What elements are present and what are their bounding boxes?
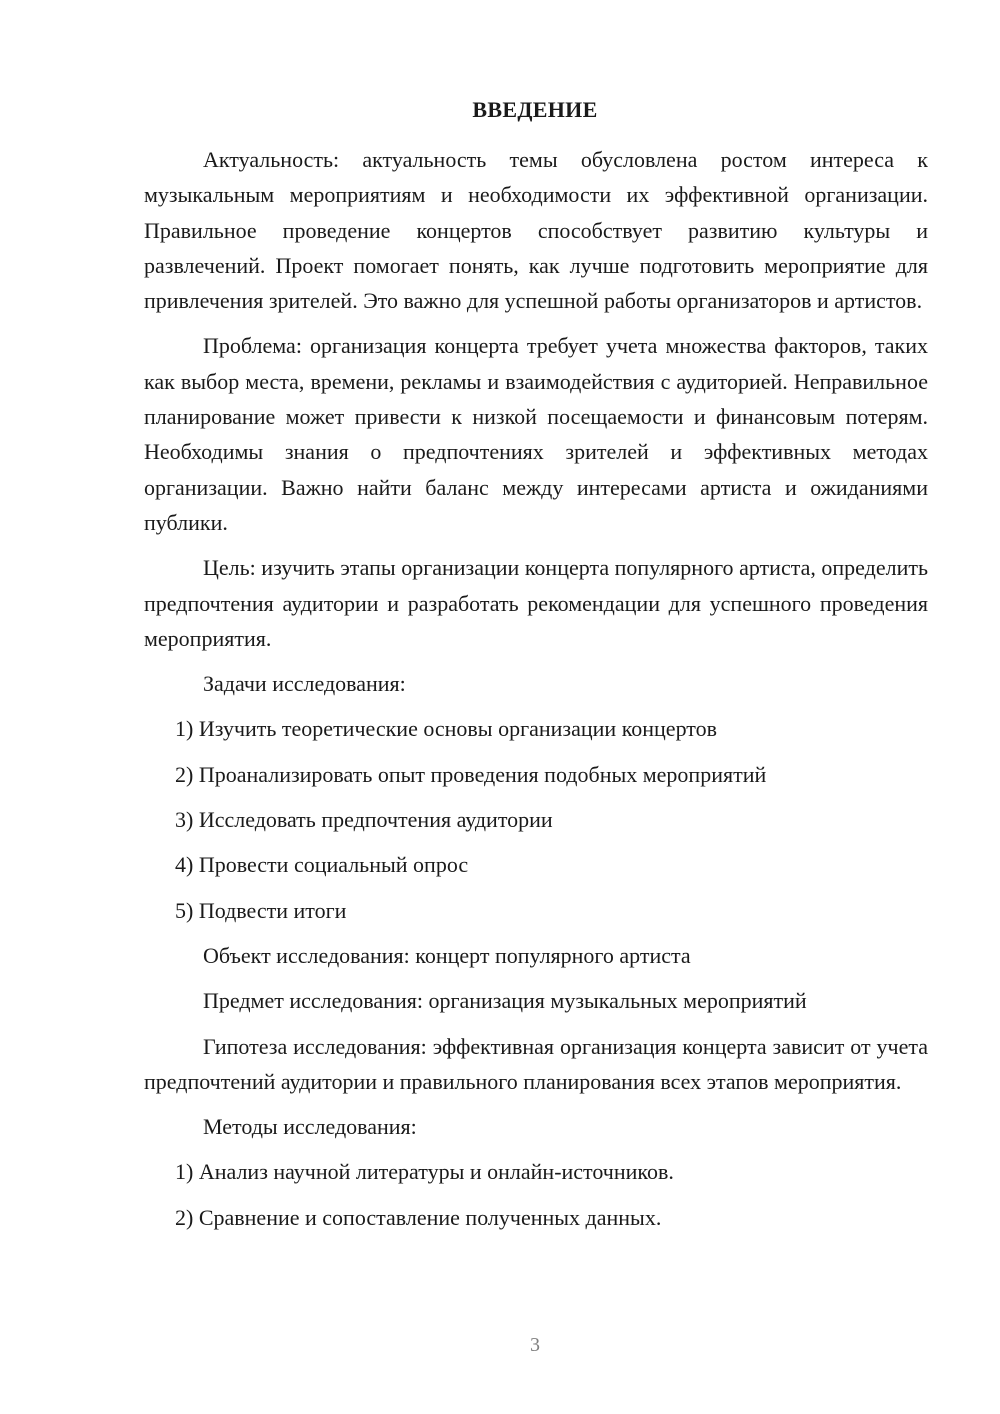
- relevance-paragraph: Актуальность: актуальность темы обусловлена ростом интереса к музыкальным мероприятиям и необходимости их эффективной организации. Правильное проведение концертов способствует развитию культуры и развлечений. Проект помогает понять, как лучше подготовить мероприятие для привлечения зрителей. Это важно для успешной работы организаторов и артистов.: [144, 147, 928, 314]
- list-item: 1) Изучить теоретические основы организации концертов: [175, 716, 717, 742]
- list-item: 1) Анализ научной литературы и онлайн-источников.: [175, 1159, 674, 1185]
- object-paragraph: Объект исследования: концерт популярного артиста: [203, 942, 691, 968]
- document-body: [144, 142, 928, 1245]
- list-item: 2) Сравнение и сопоставление полученных данных.: [175, 1204, 662, 1230]
- page-title: ВВЕДЕНИЕ: [472, 97, 598, 122]
- methods-list: [144, 1154, 928, 1235]
- list-item: 4) Провести социальный опрос: [175, 852, 469, 878]
- subject-paragraph: Предмет исследования: организация музыкальных мероприятий: [203, 988, 807, 1014]
- page-number: 3: [530, 1334, 540, 1356]
- goal-paragraph: Цель: изучить этапы организации концерта популярного артиста, определить предпочтения аудитории и разработать рекомендации для успешного проведения мероприятия.: [144, 555, 928, 651]
- list-item: 3) Исследовать предпочтения аудитории: [175, 807, 553, 833]
- list-item: 2) Проанализировать опыт проведения подобных мероприятий: [175, 761, 767, 787]
- methods-heading: Методы исследования:: [203, 1114, 417, 1140]
- tasks-heading: Задачи исследования:: [203, 671, 406, 697]
- hypothesis-paragraph: Гипотеза исследования: эффективная организация концерта зависит от учета предпочтений аудитории и правильного планирования всех этапов мероприятия.: [144, 1033, 928, 1094]
- problem-paragraph: Проблема: организация концерта требует учета множества факторов, таких как выбор места, времени, рекламы и взаимодействия с аудиторией. Неправильное планирование может привести к низкой посещаемости и финансовым потерям. Необходимы знания о предпочтениях зрителей и эффективных методах организации. Важно найти баланс между интересами артиста и ожиданиями публики.: [144, 333, 928, 535]
- list-item: 5) Подвести итоги: [175, 897, 347, 923]
- tasks-list: [144, 711, 928, 927]
